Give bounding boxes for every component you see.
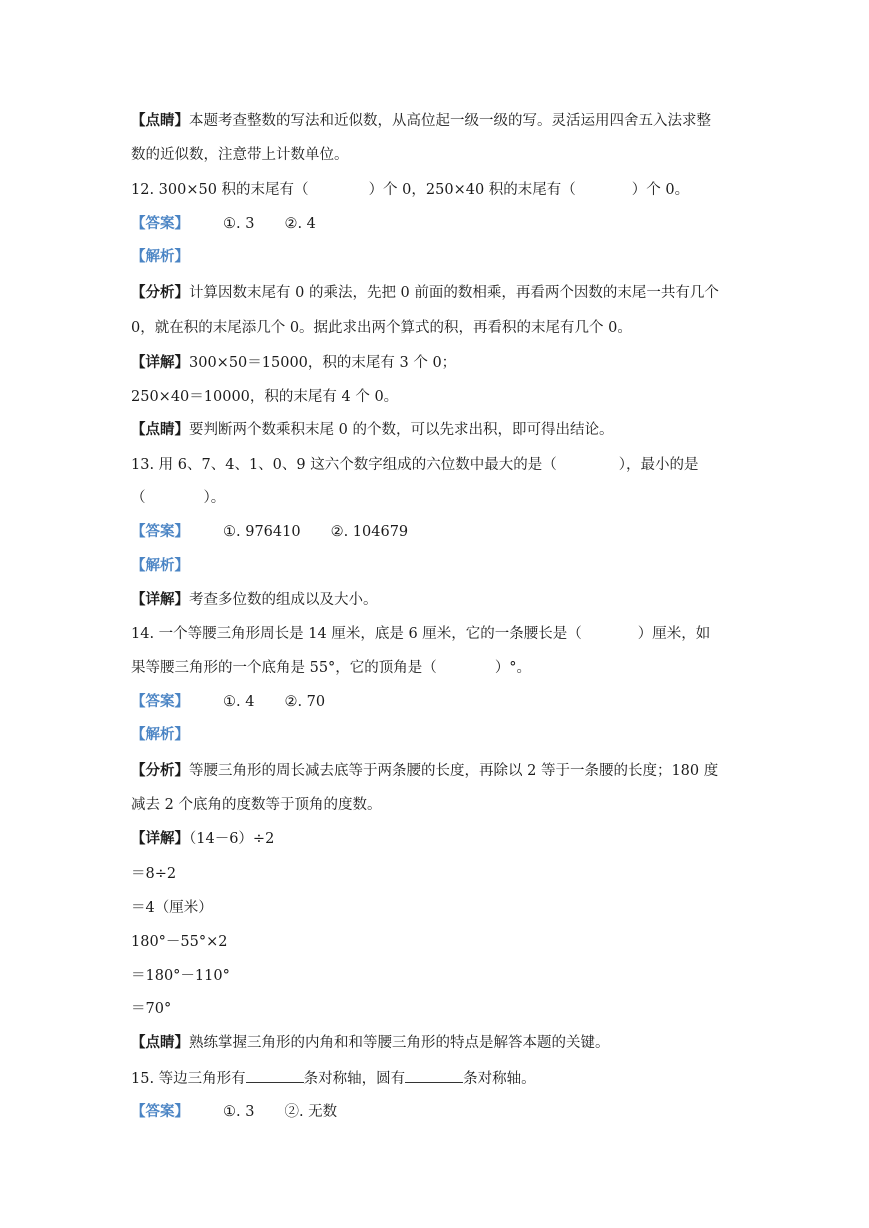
calc-step <box>131 966 230 986</box>
answer-tag: 【答案】 <box>131 693 189 710</box>
calc-step-text: ＝180°－110° <box>131 968 230 984</box>
analysis-tag: 【解析】 <box>131 557 189 574</box>
calc-step <box>131 898 213 918</box>
answer-value: ①. 3 <box>223 216 255 232</box>
calc-step-text: 180°－55°×2 <box>131 934 228 950</box>
dianjing-text-cont: 数的近似数，注意带上计数单位。 <box>131 147 349 163</box>
dianjing-line-cont <box>131 145 349 165</box>
answer-value: ②. 无数 <box>284 1104 338 1120</box>
calc-step <box>131 999 171 1019</box>
xiangjie-text-cont: 250×40＝10000，积的末尾有 4 个 0。 <box>131 389 399 405</box>
question-text: 果等腰三角形的一个底角是 55°，它的顶角是（ <box>131 660 437 676</box>
answer-value: ①. 3 <box>223 1104 255 1120</box>
answer-tag: 【答案】 <box>131 1103 189 1120</box>
analysis-tag: 【解析】 <box>131 248 189 265</box>
question-text: 300×50 积的末尾有（ <box>158 182 309 198</box>
fenxi-tag: 【分析】 <box>131 284 189 301</box>
fenxi-text: 计算因数末尾有 0 的乘法，先把 0 前面的数相乘，再看两个因数的末尾一共有几个 <box>189 285 719 301</box>
fenxi-line-cont <box>131 795 381 815</box>
xiangjie-line <box>131 590 378 610</box>
answer-tag: 【答案】 <box>131 523 189 540</box>
answer-blank <box>405 1068 463 1083</box>
fenxi-tag: 【分析】 <box>131 762 189 779</box>
dianjing-tag: 【点睛】 <box>131 1034 189 1051</box>
question-15 <box>131 1068 536 1089</box>
answer-value: ②. 104679 <box>330 524 409 540</box>
answer-line <box>131 214 316 234</box>
calc-step <box>131 864 176 884</box>
question-text: ）个 0。 <box>631 182 690 198</box>
xiangjie-text: （14－6）÷2 <box>189 831 275 847</box>
question-text: 用 6、7、4、1、0、9 这六个数字组成的六位数中最大的是（ <box>158 457 557 473</box>
xiangjie-line-cont <box>131 387 398 407</box>
analysis-line <box>131 247 189 267</box>
calc-step-text: ＝4（厘米） <box>131 900 213 916</box>
question-text: ），最小的是 <box>618 457 699 473</box>
question-number: 14. <box>131 626 155 642</box>
xiangjie-tag: 【详解】 <box>131 591 189 608</box>
question-text: 条对称轴。 <box>463 1071 536 1087</box>
question-number: 12. <box>131 182 155 198</box>
fenxi-line <box>131 761 718 781</box>
fenxi-text: 等腰三角形的周长减去底等于两条腰的长度，再除以 2 等于一条腰的长度；180 度 <box>189 763 719 779</box>
question-text: 等边三角形有 <box>158 1071 246 1087</box>
question-14-cont <box>131 658 531 678</box>
question-number: 15. <box>131 1071 155 1087</box>
question-text: （ <box>131 490 146 506</box>
dianjing-line <box>131 420 613 440</box>
answer-value: ②. 70 <box>284 694 326 710</box>
question-12 <box>131 180 689 200</box>
answer-value: ①. 976410 <box>223 524 301 540</box>
answer-line <box>131 692 325 712</box>
question-text: 一个等腰三角形周长是 14 厘米，底是 6 厘米，它的一条腰长是（ <box>158 626 582 642</box>
calc-step-text: ＝70° <box>131 1001 172 1017</box>
dianjing-text: 本题考查整数的写法和近似数，从高位起一级一级的写。灵活运用四舍五入法求整 <box>189 113 711 129</box>
answer-value: ②. 4 <box>284 216 316 232</box>
answer-blank <box>246 1068 304 1083</box>
analysis-tag: 【解析】 <box>131 726 189 743</box>
question-number: 13. <box>131 457 155 473</box>
xiangjie-text: 考查多位数的组成以及大小。 <box>189 592 378 608</box>
calc-step-text: ＝8÷2 <box>131 866 177 882</box>
fenxi-line <box>131 283 719 303</box>
answer-value: ①. 4 <box>223 694 255 710</box>
question-13 <box>131 455 699 475</box>
question-text: ）。 <box>203 490 226 506</box>
xiangjie-text: 300×50＝15000，积的末尾有 3 个 0； <box>189 355 457 371</box>
analysis-line <box>131 725 189 745</box>
dianjing-line <box>131 1033 610 1053</box>
answer-tag: 【答案】 <box>131 215 189 232</box>
xiangjie-line <box>131 353 456 373</box>
answer-line <box>131 522 408 542</box>
fenxi-text-cont: 减去 2 个底角的度数等于顶角的度数。 <box>131 797 382 813</box>
dianjing-text: 要判断两个数乘积末尾 0 的个数，可以先求出积，即可得出结论。 <box>189 422 614 438</box>
xiangjie-line <box>131 829 274 849</box>
dianjing-text: 熟练掌握三角形的内角和和等腰三角形的特点是解答本题的关键。 <box>189 1035 610 1051</box>
fenxi-line-cont <box>131 318 632 338</box>
answer-line <box>131 1102 337 1122</box>
xiangjie-tag: 【详解】 <box>131 830 189 847</box>
fenxi-text-cont: 0，就在积的末尾添几个 0。据此求出两个算式的积，再看积的末尾有几个 0。 <box>131 320 632 336</box>
question-text: ）厘米，如 <box>637 626 711 642</box>
analysis-line <box>131 556 189 576</box>
dianjing-tag: 【点睛】 <box>131 112 189 129</box>
question-14 <box>131 624 710 644</box>
xiangjie-tag: 【详解】 <box>131 354 189 371</box>
question-13-cont <box>131 488 225 508</box>
question-text: ）个 0，250×40 积的末尾有（ <box>368 182 576 198</box>
question-text: 条对称轴，圆有 <box>303 1071 406 1087</box>
question-text: ）°。 <box>494 660 532 676</box>
calc-step <box>131 932 228 952</box>
dianjing-tag: 【点睛】 <box>131 421 189 438</box>
dianjing-line <box>131 111 711 131</box>
